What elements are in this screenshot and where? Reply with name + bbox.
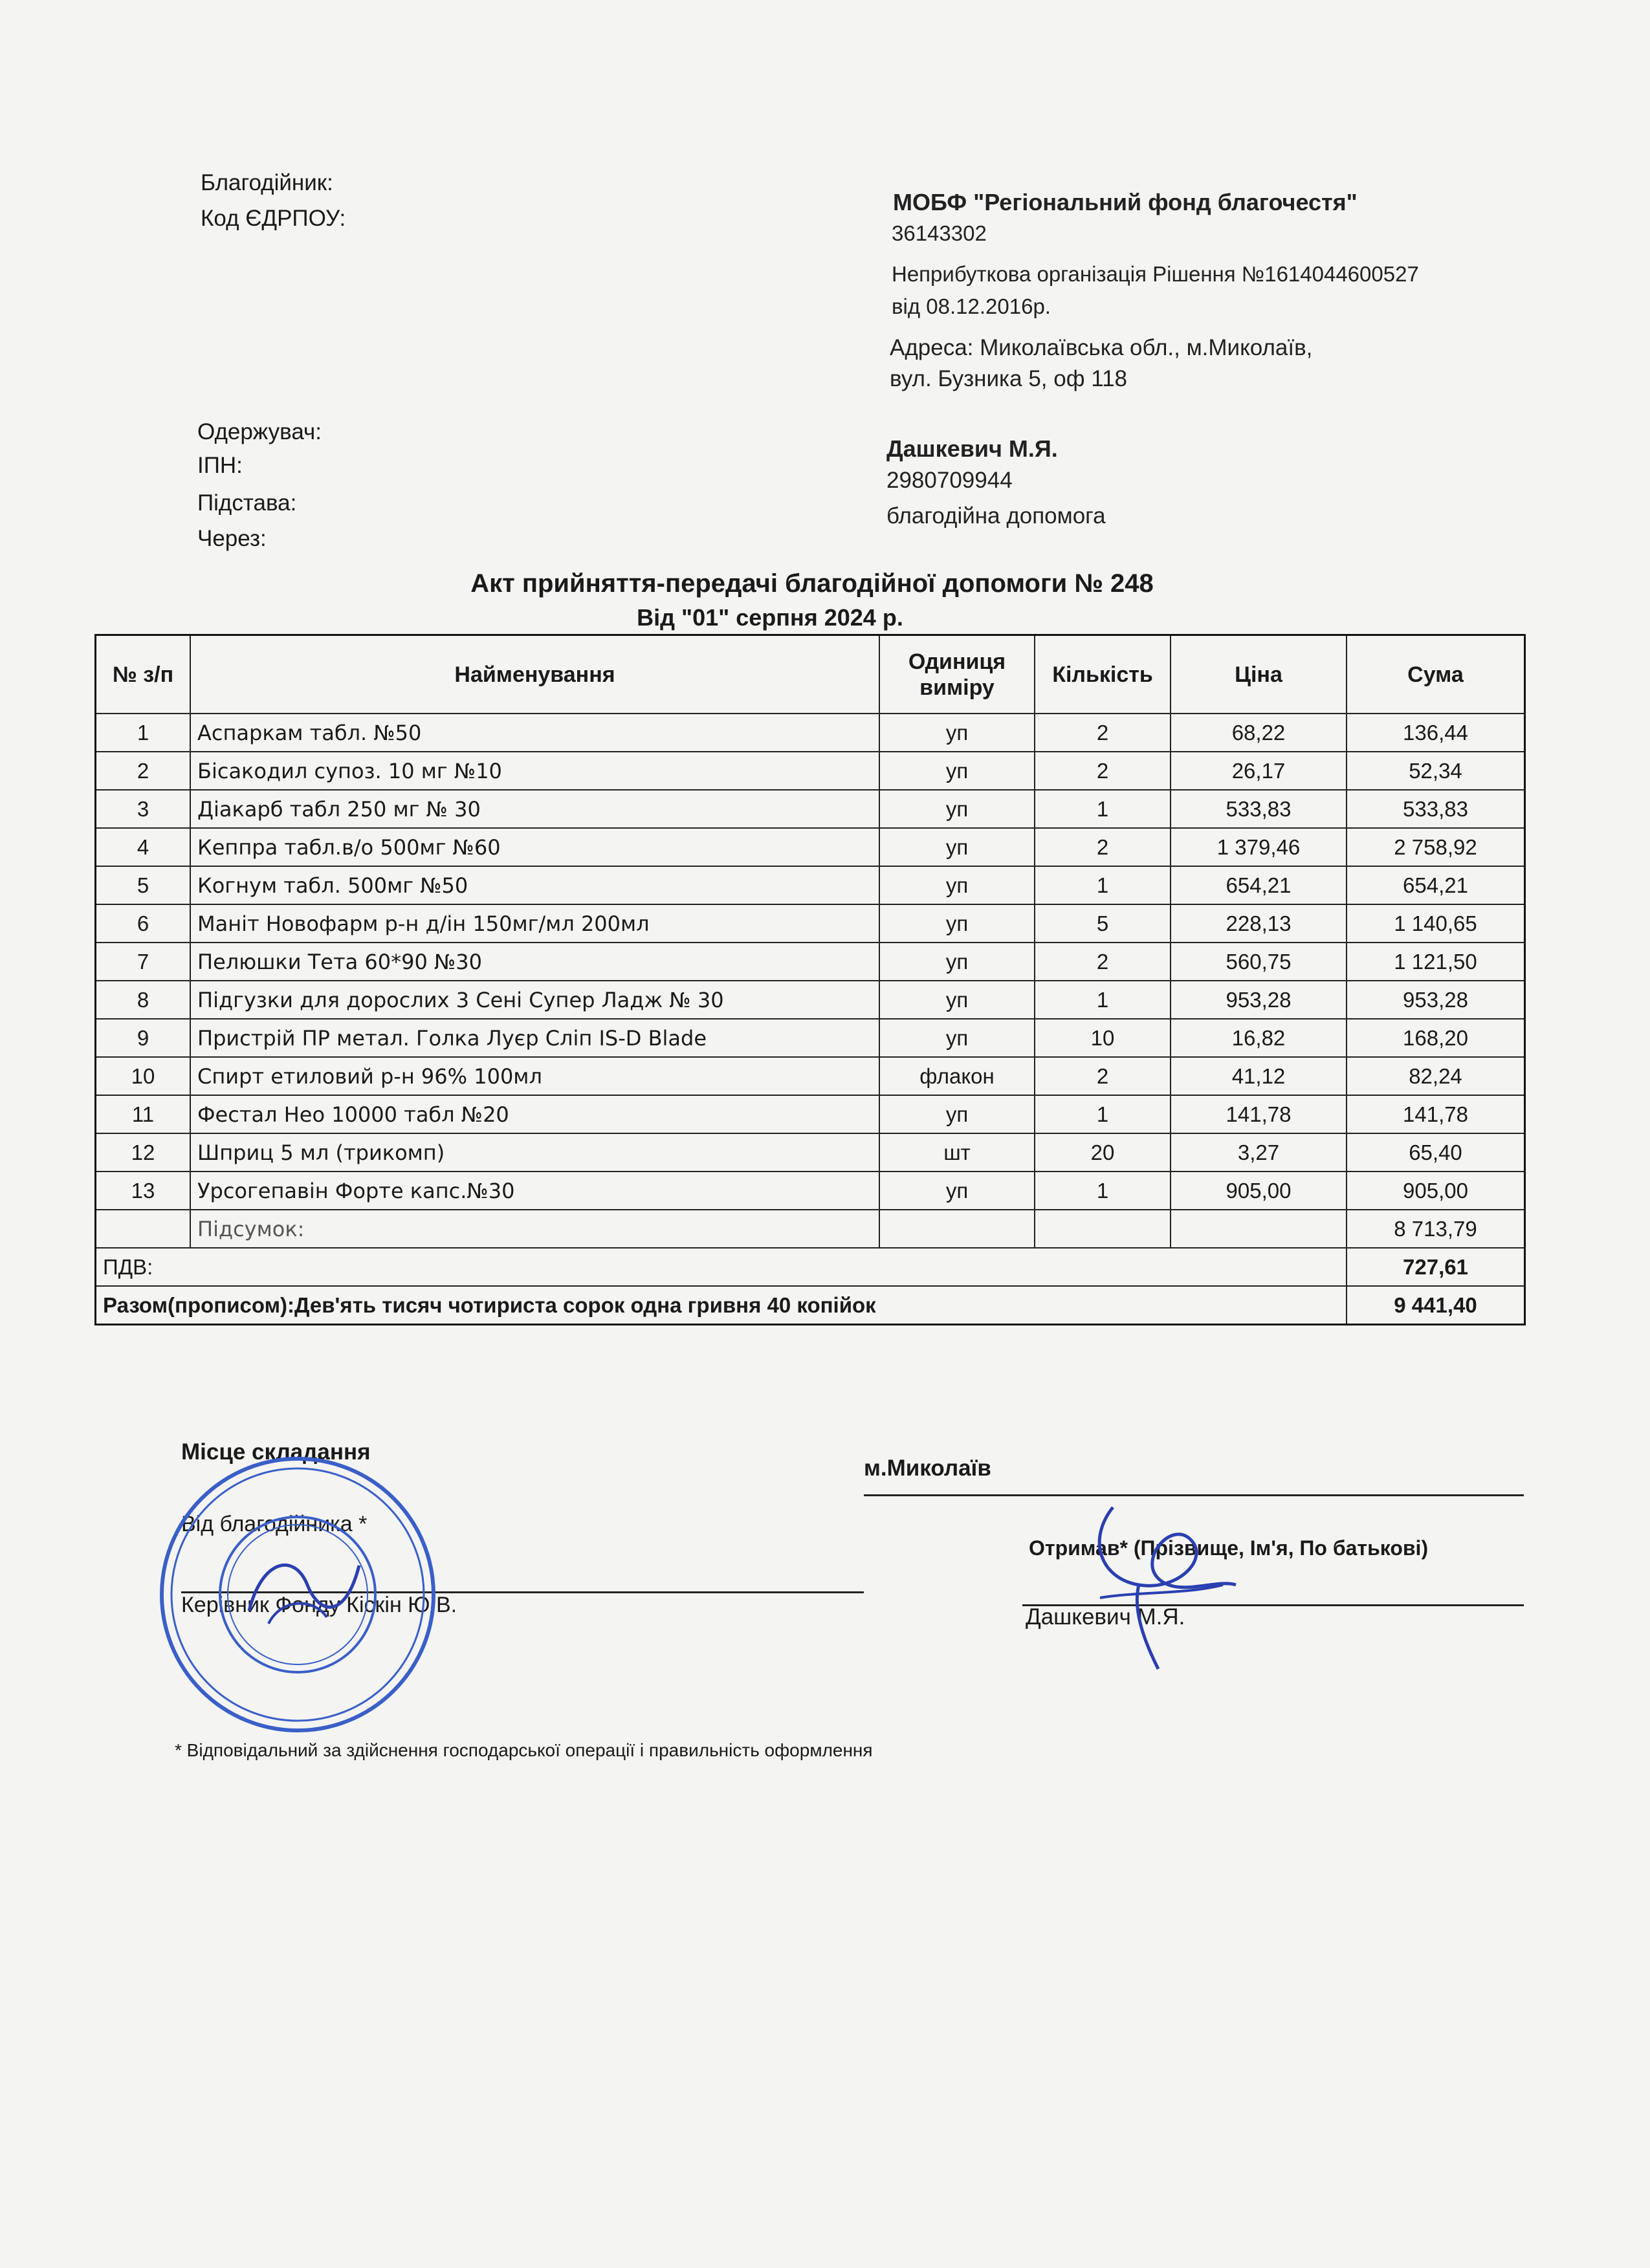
row-sum: 953,28 [1346,981,1524,1018]
row-unit: уп [879,981,1034,1018]
row-price: 654,21 [1170,867,1346,904]
row-price: 905,00 [1170,1172,1346,1209]
row-name: Пристрій ПР метал. Голка Луєр Сліп IS-D Blade [190,1020,879,1056]
table-row [96,1133,1524,1171]
row-name: Аспаркам табл. №50 [190,714,879,751]
row-sum: 1 121,50 [1346,943,1524,980]
nonprofit-line2: від 08.12.2016р. [892,294,1051,318]
table-header-row [96,636,1524,713]
place-value: м.Миколаїв [864,1456,991,1481]
table-row [96,980,1524,1018]
row-price: 16,82 [1170,1020,1346,1056]
row-price: 3,27 [1170,1134,1346,1171]
row-price: 953,28 [1170,981,1346,1018]
row-sum: 136,44 [1346,714,1524,751]
row-unit: уп [879,943,1034,980]
row-qty: 2 [1034,752,1170,789]
row-sum: 141,78 [1346,1096,1524,1133]
row-unit: уп [879,1096,1034,1133]
row-unit: уп [879,791,1034,827]
row-qty: 20 [1034,1134,1170,1171]
vat-label: ПДВ: [103,1254,153,1279]
total-in-words: Разом(прописом):Дев'ять тисяч чотириста сорок одна гривня 40 копійок [103,1292,876,1317]
row-qty: 1 [1034,791,1170,827]
row-no: 8 [137,987,149,1012]
subtotal-value: 8 713,79 [1346,1210,1524,1247]
row-sum: 2 758,92 [1346,829,1524,866]
row-name: Діакарб табл 250 мг № 30 [190,791,879,827]
row-qty: 2 [1034,714,1170,751]
received-label: Отримав* (Прізвище, Ім'я, По батькові) [1029,1536,1429,1560]
row-unit: флакон [879,1058,1034,1095]
subtotal-row [96,1209,1524,1247]
subtotal-empty-cell [96,1210,190,1247]
row-name: Урсогепавін Форте капс.№30 [190,1172,879,1209]
row-qty: 2 [1034,943,1170,980]
row-price: 533,83 [1170,791,1346,827]
nonprofit-line1: Неприбуткова організація Рішення №1614044600527 [892,262,1419,286]
table-row [96,1095,1524,1133]
row-sum: 905,00 [1346,1172,1524,1209]
row-no: 4 [137,834,149,859]
edrpou-label: Код ЄДРПОУ: [201,206,346,231]
head-of-fund: Керівник Фонду Кіскін Ю.В. [181,1593,457,1617]
subtotal-empty-unit [879,1210,1034,1247]
place-label: Місце складання [181,1439,371,1465]
row-sum: 533,83 [1346,791,1524,827]
header-no: № з/п [112,662,174,687]
row-no: 1 [137,720,149,745]
row-unit: уп [879,905,1034,942]
table-row [96,904,1524,942]
header-qty: Кількість [1034,636,1170,713]
row-qty: 1 [1034,867,1170,904]
row-unit: шт [879,1134,1034,1171]
ipn-value: 2980709944 [886,468,1013,493]
header-price: Ціна [1170,636,1346,713]
row-sum: 65,40 [1346,1134,1524,1171]
recipient-name: Дашкевич М.Я. [886,435,1058,462]
organization-stamp [152,1449,443,1740]
basis-label: Підстава: [197,490,297,516]
row-sum: 654,21 [1346,867,1524,904]
row-no: 5 [137,873,149,897]
table-row [96,751,1524,789]
row-qty: 1 [1034,981,1170,1018]
row-qty: 5 [1034,905,1170,942]
row-qty: 1 [1034,1172,1170,1209]
row-unit: уп [879,1172,1034,1209]
row-price: 141,78 [1170,1096,1346,1133]
row-unit: уп [879,714,1034,751]
row-name: Шприц 5 мл (трикомп) [190,1134,879,1171]
table-row [96,713,1524,751]
row-name: Пелюшки Тета 60*90 №30 [190,943,879,980]
row-price: 560,75 [1170,943,1346,980]
row-name: Когнум табл. 500мг №50 [190,867,879,904]
table-row [96,942,1524,980]
document-title: Акт прийняття-передачі благодійної допомоги № 248 [470,569,1154,598]
row-no: 6 [137,911,149,935]
row-unit: уп [879,752,1034,789]
footnote: * Відповідальний за здійснення господарської операції і правильність оформлення [175,1740,873,1760]
row-sum: 168,20 [1346,1020,1524,1056]
donor-name: МОБФ "Регіональний фонд благочестя" [893,189,1358,215]
row-qty: 2 [1034,829,1170,866]
row-unit: уп [879,829,1034,866]
row-sum: 1 140,65 [1346,905,1524,942]
row-no: 11 [131,1102,155,1126]
table-row [96,866,1524,904]
received-name: Дашкевич М.Я. [1026,1604,1185,1630]
basis-value: благодійна допомога [886,503,1106,529]
subtotal-empty-qty [1034,1210,1170,1247]
row-name: Фестал Нео 10000 табл №20 [190,1096,879,1133]
row-unit: уп [879,1020,1034,1056]
row-price: 41,12 [1170,1058,1346,1095]
table-row [96,789,1524,827]
row-no: 7 [137,949,149,974]
row-name: Бісакодил супоз. 10 мг №10 [190,752,879,789]
header-unit: Одиниця виміру [879,636,1034,713]
row-no: 9 [137,1025,149,1050]
vat-row [96,1247,1524,1285]
document-date: Від "01" серпня 2024 р. [637,604,903,631]
row-price: 68,22 [1170,714,1346,751]
total-row [96,1285,1524,1324]
items-table [94,634,1526,1325]
from-donor-label: Від благодійника * [181,1512,368,1536]
header-name: Найменування [190,636,879,713]
row-no: 10 [131,1063,155,1088]
row-sum: 82,24 [1346,1058,1524,1095]
subtotal-empty-price [1170,1210,1346,1247]
header-sum: Сума [1346,636,1524,713]
row-no: 12 [131,1140,155,1164]
via-label: Через: [197,526,267,551]
vat-value: 727,61 [1346,1248,1524,1285]
address-line1: Адреса: Миколаївська обл., м.Миколаїв, [890,335,1313,360]
table-row [96,1018,1524,1056]
row-qty: 1 [1034,1096,1170,1133]
row-name: Кеппра табл.в/о 500мг №60 [190,829,879,866]
row-price: 26,17 [1170,752,1346,789]
ipn-label: ІПН: [197,453,243,478]
row-sum: 52,34 [1346,752,1524,789]
row-name: Спирт етиловий р-н 96% 100мл [190,1058,879,1095]
recipient-label: Одержувач: [197,419,322,444]
row-name: Маніт Новофарм р-н д/ін 150мг/мл 200мл [190,905,879,942]
edrpou-value: 36143302 [892,221,987,245]
table-row [96,1171,1524,1209]
row-no: 3 [137,796,149,821]
row-no: 2 [137,758,149,783]
row-unit: уп [879,867,1034,904]
row-qty: 10 [1034,1020,1170,1056]
recipient-signature [1061,1481,1255,1675]
address-line2: вул. Бузника 5, оф 118 [890,366,1128,391]
table-row [96,1056,1524,1095]
subtotal-label: Підсумок: [190,1210,879,1247]
donor-label: Благодійник: [201,170,333,195]
table-row [96,827,1524,866]
row-qty: 2 [1034,1058,1170,1095]
row-price: 228,13 [1170,905,1346,942]
row-no: 13 [131,1178,155,1203]
total-value: 9 441,40 [1346,1287,1524,1324]
row-price: 1 379,46 [1170,829,1346,866]
row-name: Підгузки для дорослих 3 Сені Супер Ладж № 30 [190,981,879,1018]
